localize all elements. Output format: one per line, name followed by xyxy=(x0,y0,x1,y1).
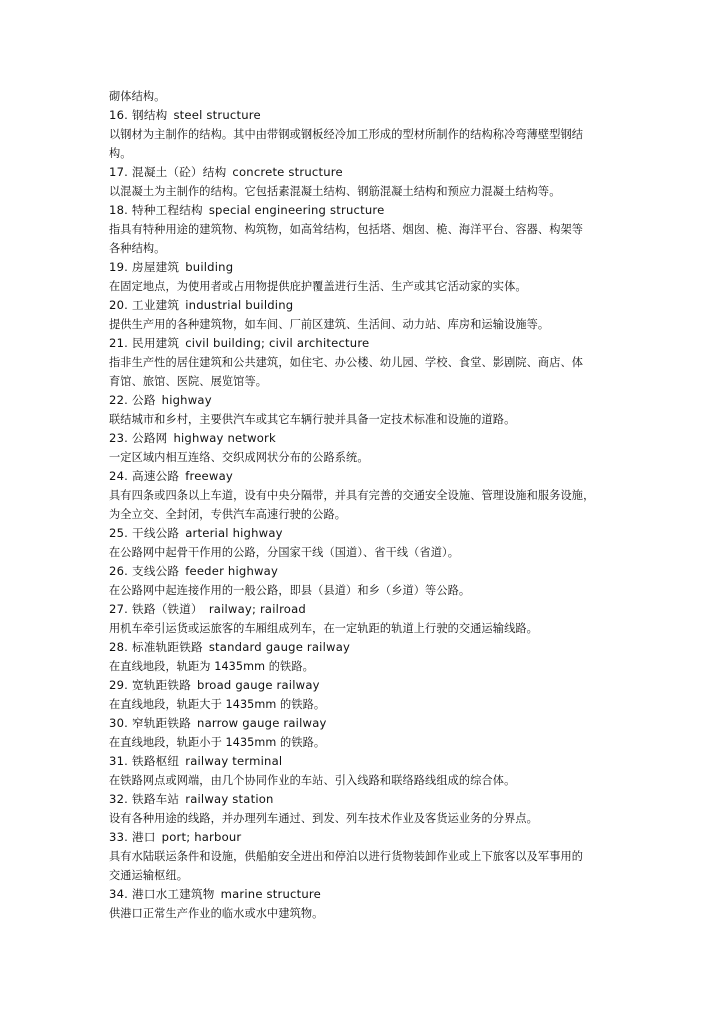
term-chinese: 工业建筑 xyxy=(132,298,180,312)
term-number: 21. xyxy=(109,336,129,350)
term-definition-line: 在公路网中起骨干作用的公路，分国家干线（国道）、省干线（省道）。 xyxy=(109,546,460,559)
term-chinese: 标准轨距铁路 xyxy=(132,640,203,654)
term-chinese: 窄轨距铁路 xyxy=(132,716,192,730)
term-entry xyxy=(109,885,629,923)
term-definition-line: 各种结构。 xyxy=(109,242,166,255)
term-definition-line: 为全立交、全封闭，专供汽车高速行驶的公路。 xyxy=(109,508,347,521)
term-definition-line: 具有四条或四条以上车道，设有中央分隔带，并具有完善的交通安全设施、管理设施和服务设施， xyxy=(109,489,595,502)
term-entry xyxy=(109,828,629,885)
term-entry xyxy=(109,106,629,163)
term-heading xyxy=(109,524,629,543)
term-heading xyxy=(109,106,629,125)
term-heading xyxy=(109,714,629,733)
term-english: civil building; civil architecture xyxy=(185,336,370,350)
term-heading xyxy=(109,201,629,220)
term-english: railway terminal xyxy=(185,754,283,768)
term-definition-line: 在固定地点，为使用者或占用物提供庇护覆盖进行生活、生产或其它活动家的实体。 xyxy=(109,280,527,293)
term-entry xyxy=(109,790,629,828)
term-number: 20. xyxy=(109,298,129,312)
term-chinese: 宽轨距铁路 xyxy=(132,678,192,692)
term-entry xyxy=(109,676,629,714)
term-definition-line: 构。 xyxy=(109,147,132,160)
term-chinese: 公路网 xyxy=(132,431,168,445)
term-number: 34. xyxy=(109,887,129,901)
entries-list xyxy=(109,106,629,923)
term-entry xyxy=(109,752,629,790)
term-definition-line: 育馆、旅馆、医院、展览馆等。 xyxy=(109,375,268,388)
term-definition-line: 一定区域内相互连络、交织成网状分布的公路系统。 xyxy=(109,451,369,464)
term-chinese: 港口水工建筑物 xyxy=(132,887,215,901)
term-entry xyxy=(109,201,629,258)
term-definition-line: 在铁路网点或网端，由几个协同作业的车站、引入线路和联络路线组成的综合体。 xyxy=(109,774,516,787)
term-chinese: 公路 xyxy=(132,393,156,407)
term-chinese: 铁路（铁道） xyxy=(132,602,203,616)
term-english: port; harbour xyxy=(161,830,242,844)
term-definition-line: 设有各种用途的线路，并办理列车通过、到发、列车技术作业及客货运业务的分界点。 xyxy=(109,812,538,825)
term-number: 23. xyxy=(109,431,129,445)
term-chinese: 干线公路 xyxy=(132,526,180,540)
term-chinese: 高速公路 xyxy=(132,469,180,483)
term-heading xyxy=(109,600,629,619)
term-number: 16. xyxy=(109,108,129,122)
term-english: narrow gauge railway xyxy=(197,716,327,730)
term-heading xyxy=(109,163,629,182)
term-definition-line: 提供生产用的各种建筑物，如车间、厂前区建筑、生活间、动力站、库房和运输设施等。 xyxy=(109,318,550,331)
term-english: highway xyxy=(161,393,212,407)
term-number: 32. xyxy=(109,792,129,806)
document-page xyxy=(109,87,629,923)
term-english: feeder highway xyxy=(185,564,279,578)
term-english: freeway xyxy=(185,469,233,483)
term-definition-line: 指非生产性的居住建筑和公共建筑，如住宅、办公楼、幼儿园、学校、食堂、影剧院、商店、体 xyxy=(109,356,584,369)
term-definition-line: 在直线地段，轨距小于 1435mm 的铁路。 xyxy=(109,736,326,749)
term-heading xyxy=(109,296,629,315)
term-entry xyxy=(109,524,629,562)
term-chinese: 支线公路 xyxy=(132,564,180,578)
term-chinese: 铁路车站 xyxy=(132,792,180,806)
term-entry xyxy=(109,600,629,638)
term-entry xyxy=(109,163,629,201)
term-number: 33. xyxy=(109,830,129,844)
term-entry xyxy=(109,296,629,334)
term-number: 25. xyxy=(109,526,129,540)
term-number: 27. xyxy=(109,602,129,616)
term-number: 17. xyxy=(109,165,129,179)
term-number: 28. xyxy=(109,640,129,654)
term-number: 18. xyxy=(109,203,129,217)
term-entry xyxy=(109,714,629,752)
term-number: 24. xyxy=(109,469,129,483)
term-definition-line: 具有水陆联运条件和设施，供船舶安全进出和停泊以进行货物装卸作业或上下旅客以及军事用的 xyxy=(109,850,584,863)
term-chinese: 铁路枢纽 xyxy=(132,754,180,768)
term-entry xyxy=(109,334,629,391)
term-chinese: 房屋建筑 xyxy=(132,260,180,274)
term-number: 31. xyxy=(109,754,129,768)
term-number: 22. xyxy=(109,393,129,407)
term-heading xyxy=(109,885,629,904)
term-definition-line: 在公路网中起连接作用的一般公路，即县（县道）和乡（乡道）等公路。 xyxy=(109,584,471,597)
term-heading xyxy=(109,828,629,847)
term-heading xyxy=(109,258,629,277)
term-english: railway; railroad xyxy=(208,602,306,616)
term-heading xyxy=(109,429,629,448)
term-english: industrial building xyxy=(185,298,294,312)
term-entry xyxy=(109,638,629,676)
term-number: 29. xyxy=(109,678,129,692)
term-entry xyxy=(109,391,629,429)
term-english: steel structure xyxy=(173,108,261,122)
term-english: special engineering structure xyxy=(208,203,385,217)
term-definition-line: 供港口正常生产作业的临水或水中建筑物。 xyxy=(109,907,324,920)
term-heading xyxy=(109,638,629,657)
term-chinese: 混凝土（砼）结构 xyxy=(132,165,227,179)
term-heading xyxy=(109,334,629,353)
term-english: railway station xyxy=(185,792,274,806)
term-english: building xyxy=(185,260,234,274)
term-english: arterial highway xyxy=(185,526,283,540)
term-chinese: 民用建筑 xyxy=(132,336,180,350)
term-definition-line: 交通运输枢纽。 xyxy=(109,869,189,882)
term-number: 19. xyxy=(109,260,129,274)
term-definition-line: 在直线地段，轨距为 1435mm 的铁路。 xyxy=(109,660,314,673)
term-definition-line: 以混凝土为主制作的结构。它包括素混凝土结构、钢筋混凝土结构和预应力混凝土结构等。 xyxy=(109,185,561,198)
term-chinese: 港口 xyxy=(132,830,156,844)
term-english: marine structure xyxy=(220,887,321,901)
term-chinese: 钢结构 xyxy=(132,108,168,122)
lead-text: 砌体结构。 xyxy=(109,90,166,103)
term-heading xyxy=(109,391,629,410)
term-heading xyxy=(109,790,629,809)
term-number: 26. xyxy=(109,564,129,578)
term-heading xyxy=(109,467,629,486)
term-entry xyxy=(109,467,629,524)
term-definition-line: 以钢材为主制作的结构。其中由带钢或钢板经冷加工形成的型材所制作的结构称冷弯薄壁型钢结 xyxy=(109,128,584,141)
term-english: standard gauge railway xyxy=(208,640,351,654)
term-definition-line: 在直线地段，轨距大于 1435mm 的铁路。 xyxy=(109,698,326,711)
term-english: highway network xyxy=(173,431,276,445)
term-heading xyxy=(109,752,629,771)
term-heading xyxy=(109,676,629,695)
term-definition-line: 联结城市和乡村，主要供汽车或其它车辆行驶并具备一定技术标准和设施的道路。 xyxy=(109,413,516,426)
term-entry xyxy=(109,429,629,467)
term-entry xyxy=(109,258,629,296)
term-chinese: 特种工程结构 xyxy=(132,203,203,217)
term-definition-line: 指具有特种用途的建筑物、构筑物，如高耸结构，包括塔、烟囱、桅、海洋平台、容器、构架等 xyxy=(109,223,584,236)
term-heading xyxy=(109,562,629,581)
term-entry xyxy=(109,562,629,600)
term-english: concrete structure xyxy=(232,165,343,179)
term-number: 30. xyxy=(109,716,129,730)
term-english: broad gauge railway xyxy=(197,678,320,692)
term-definition-line: 用机车牵引运货或运旅客的车厢组成列车，在一定轨距的轨道上行驶的交通运输线路。 xyxy=(109,622,538,635)
